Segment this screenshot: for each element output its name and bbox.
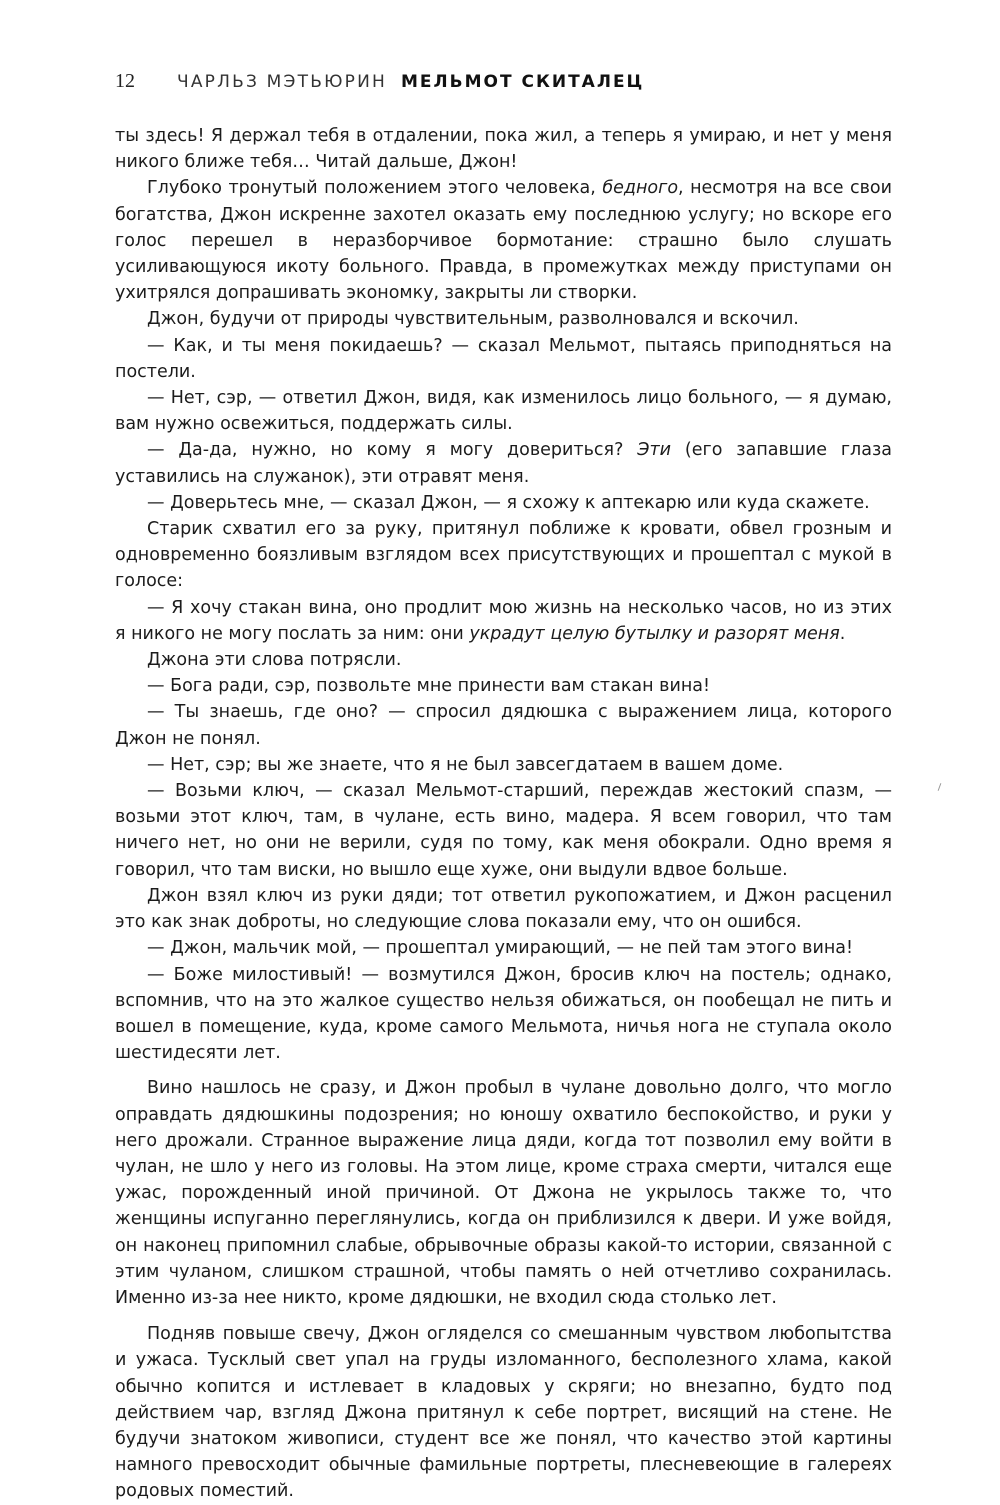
book-title: МЕЛЬМОТ СКИТАЛЕЦ: [400, 72, 645, 92]
dialogue-line: — Боже милостивый! — возмутился Джон, бросив ключ на постель; однако, вспомнив, что на это жалкое существо нельзя обижаться, он пообещал не пить и вошел в помещение, куда, кроме самого Мельмота, ничья нога не ступала около шестидесяти лет.: [115, 964, 892, 1064]
emphasis-text: украдут целую бутылку и разорят меня: [469, 623, 840, 644]
dialogue-line: [115, 595, 892, 647]
dialogue-line: — Ты знаешь, где оно? — спросил дядюшка с выражением лица, которого Джон не понял.: [115, 702, 892, 749]
dialogue-line: [115, 437, 892, 489]
paragraph-text: — Да-да, нужно, но кому я могу довериться?: [147, 440, 638, 461]
page-number: 12: [115, 70, 135, 92]
emphasis-text: бедного: [602, 178, 679, 199]
dialogue-line: — Как, и ты меня покидаешь? — сказал Мельмот, пытаясь приподняться на постели.: [115, 335, 892, 382]
emphasis-text: Эти: [637, 440, 672, 461]
paragraph-text: .: [839, 623, 846, 644]
paragraph-text: (его запавшие глаза уставились на служанок), эти отравят меня.: [115, 440, 892, 487]
running-head: [115, 70, 895, 96]
body-text: [115, 123, 892, 1505]
dialogue-line: — Бога ради, сэр, позвольте мне принести вам стакан вина!: [147, 676, 711, 697]
dialogue-line: — Нет, сэр, — ответил Джон, видя, как изменилось лицо больного, — я думаю, вам нужно освежиться, поддержать силы.: [115, 388, 892, 435]
paragraph: Джон, будучи от природы чувствительным, разволновался и вскочил.: [147, 309, 799, 330]
paragraph-text: Глубоко тронутый положением этого человека,: [147, 178, 603, 199]
paragraph: Старик схватил его за руку, притянул поближе к кровати, обвел грозным и одновременно боязливым взглядом всех присутствующих и прошептал с мукой в голосе:: [115, 519, 892, 592]
paragraph-text: — Я хочу стакан вина, оно продлит мою жизнь на несколько часов, но из этих я никого не могу послать за ним: они: [115, 597, 892, 644]
paragraph: Джона эти слова потрясли.: [147, 650, 402, 671]
paragraph-text: , несмотря на все свои богатства, Джон искренне захотел оказать ему последнюю услугу; но вскоре его голос перешел в неразборчивое бормотание: страшно было слушать усиливающуюся икоту больного. Правда, в промежутках между приступами он ухитрялся допрашивать экономку, закрыты ли створки.: [115, 178, 892, 304]
paragraph: ты здесь! Я держал тебя в отдалении, пока жил, а теперь я умираю, и нет у меня никого ближе тебя… Читай дальше, Джон!: [115, 126, 892, 173]
dialogue-line: — Нет, сэр; вы же знаете, что я не был завсегдатаем в вашем доме.: [147, 754, 784, 775]
dialogue-line: — Джон, мальчик мой, — прошептал умирающий, — не пей там этого вина!: [147, 938, 854, 959]
dialogue-line: — Доверьтесь мне, — сказал Джон, — я схожу к аптекарю или куда скажете.: [147, 492, 870, 513]
author-name: ЧАРЛЬЗ МЭТЬЮРИН: [177, 72, 387, 92]
scan-mark: [938, 783, 942, 791]
paragraph: Джон взял ключ из руки дяди; тот ответил рукопожатием, и Джон расценил это как знак доброты, но следующие слова показали ему, что он ошибся.: [115, 885, 892, 933]
paragraph: Подняв повыше свечу, Джон огляделся со смешанным чувством любопытства и ужаса. Тусклый свет упал на груды изломанного, бесполезного хлама, какой обычно копится и истлевает в кладовых у скряги; но внезапно, будто под действием чар, взгляд Джона притянул к себе портрет, висящий на стене. Не будучи знатоком живописи, студент все же понял, что качество этой картины намного превосходит обычные фамильные портреты, плесневеющие в галереях родовых поместий.: [115, 1324, 892, 1502]
paragraph: Вино нашлось не сразу, и Джон пробыл в чулане довольно долго, что могло оправдать дядюшкины подозрения; но юношу охватило беспокойство, и руки у него дрожали. Странное выражение лица дяди, когда тот позволил ему войти в чулан, не шло у него из головы. На этом лице, кроме страха смерти, читался еще ужас, порожденный иной причиной. От Джона не укрылось также то, что женщины испуганно переглянулись, когда он приблизился к двери. И уже войдя, он наконец припомнил слабые, обрывочные образы какой-то истории, связанной с этим чуланом, слишком страшной, чтобы память о ней отчетливо сохранилась. Именно из-за нее никто, кроме дядюшки, не входил сюда столько лет.: [115, 1078, 892, 1308]
paragraph: [115, 175, 892, 306]
dialogue-line: — Возьми ключ, — сказал Мельмот-старший, переждав жестокий спазм, — возьми этот ключ, там, в чулане, есть вино, мадера. Я всем говорил, что там ничего нет, но они не верили, судя по тому, как меня обокрали. Одно время я говорил, что там виски, но вышло еще хуже, они выдули вдвое больше.: [115, 781, 892, 880]
